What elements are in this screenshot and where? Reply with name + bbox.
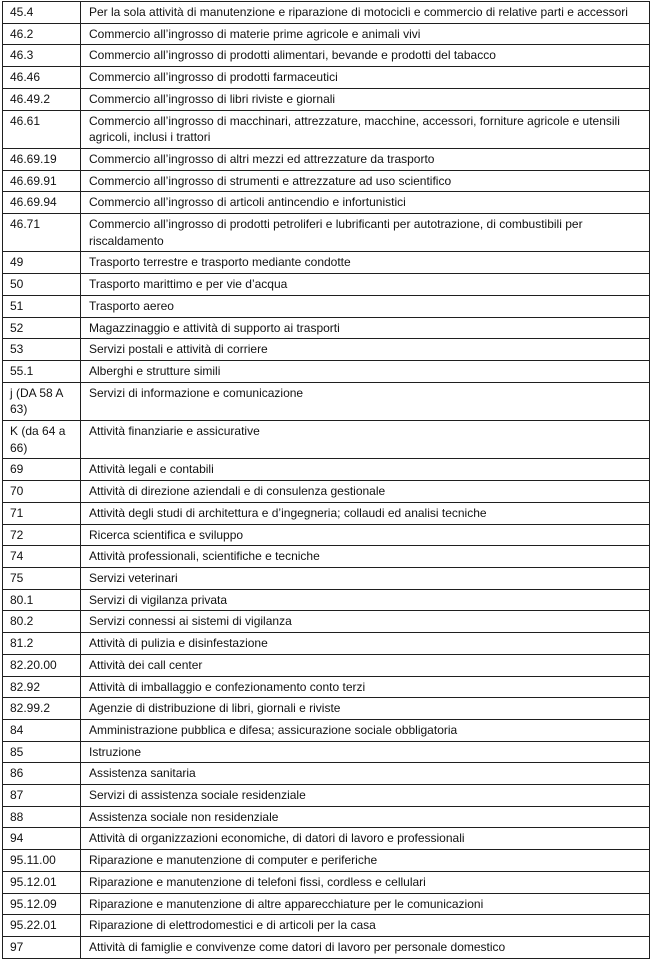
table-row	[3, 676, 650, 698]
code-cell: 51	[3, 295, 81, 317]
code-cell: 71	[3, 502, 81, 524]
activity-codes-table	[2, 1, 650, 959]
description-cell: Attività degli studi di architettura e d’ingegneria; collaudi ed analisi tecniche	[81, 502, 650, 524]
description-cell: Commercio all’ingrosso di materie prime agricole e animali vivi	[81, 23, 650, 45]
code-cell: 86	[3, 763, 81, 785]
description-cell: Attività professionali, scientifiche e tecniche	[81, 546, 650, 568]
code-cell: 46.71	[3, 214, 81, 252]
description-cell: Attività di organizzazioni economiche, di datori di lavoro e professionali	[81, 828, 650, 850]
table-row	[3, 67, 650, 89]
table-row	[3, 763, 650, 785]
table-row	[3, 421, 650, 459]
code-cell: 74	[3, 546, 81, 568]
description-cell: Agenzie di distribuzione di libri, giornali e riviste	[81, 698, 650, 720]
description-cell: Assistenza sociale non residenziale	[81, 806, 650, 828]
description-cell: Servizi connessi ai sistemi di vigilanza	[81, 611, 650, 633]
table-row	[3, 45, 650, 67]
table-row	[3, 192, 650, 214]
description-cell: Servizi postali e attività di corriere	[81, 339, 650, 361]
description-cell: Servizi di informazione e comunicazione	[81, 382, 650, 420]
table-row	[3, 274, 650, 296]
code-cell: 46.69.94	[3, 192, 81, 214]
code-cell: 94	[3, 828, 81, 850]
table-row	[3, 893, 650, 915]
code-cell: 87	[3, 785, 81, 807]
table-row	[3, 633, 650, 655]
table-row	[3, 611, 650, 633]
code-cell: 81.2	[3, 633, 81, 655]
table-row	[3, 317, 650, 339]
code-cell: 55.1	[3, 360, 81, 382]
description-cell: Attività finanziarie e assicurative	[81, 421, 650, 459]
description-cell: Servizi di vigilanza privata	[81, 589, 650, 611]
description-cell: Istruzione	[81, 741, 650, 763]
description-cell: Servizi veterinari	[81, 567, 650, 589]
code-cell: 52	[3, 317, 81, 339]
description-cell: Per la sola attività di manutenzione e riparazione di motocicli e commercio di relative parti e accessori	[81, 2, 650, 24]
code-cell: 49	[3, 252, 81, 274]
table-row	[3, 850, 650, 872]
table-row	[3, 110, 650, 148]
table-row	[3, 741, 650, 763]
code-cell: 50	[3, 274, 81, 296]
description-cell: Commercio all’ingrosso di macchinari, attrezzature, macchine, accessori, forniture agricole e utensili agricoli, inclusi i trattori	[81, 110, 650, 148]
table-row	[3, 23, 650, 45]
description-cell: Attività di famiglie e convivenze come datori di lavoro per personale domestico	[81, 936, 650, 958]
table-row	[3, 360, 650, 382]
code-cell: 46.69.91	[3, 170, 81, 192]
description-cell: Alberghi e strutture simili	[81, 360, 650, 382]
table-row	[3, 252, 650, 274]
table-row	[3, 871, 650, 893]
code-cell: 46.49.2	[3, 88, 81, 110]
description-cell: Assistenza sanitaria	[81, 763, 650, 785]
table-row	[3, 502, 650, 524]
description-cell: Attività dei call center	[81, 654, 650, 676]
code-cell: 88	[3, 806, 81, 828]
description-cell: Attività di pulizia e disinfestazione	[81, 633, 650, 655]
code-cell: 82.20.00	[3, 654, 81, 676]
table-row	[3, 148, 650, 170]
description-cell: Commercio all’ingrosso di prodotti farmaceutici	[81, 67, 650, 89]
table-row	[3, 88, 650, 110]
table-row	[3, 806, 650, 828]
table-row	[3, 589, 650, 611]
table-row	[3, 459, 650, 481]
table-row	[3, 481, 650, 503]
table-row	[3, 339, 650, 361]
code-cell: 84	[3, 719, 81, 741]
table-body	[3, 2, 650, 959]
code-cell: 46.2	[3, 23, 81, 45]
code-cell: 69	[3, 459, 81, 481]
code-cell: 82.92	[3, 676, 81, 698]
code-cell: 45.4	[3, 2, 81, 24]
code-cell: 70	[3, 481, 81, 503]
description-cell: Commercio all’ingrosso di strumenti e attrezzature ad uso scientifico	[81, 170, 650, 192]
code-cell: 85	[3, 741, 81, 763]
code-cell: 97	[3, 936, 81, 958]
description-cell: Servizi di assistenza sociale residenziale	[81, 785, 650, 807]
description-cell: Riparazione e manutenzione di telefoni fissi, cordless e cellulari	[81, 871, 650, 893]
table-row	[3, 654, 650, 676]
description-cell: Commercio all’ingrosso di articoli antincendio e infortunistici	[81, 192, 650, 214]
description-cell: Magazzinaggio e attività di supporto ai trasporti	[81, 317, 650, 339]
table-row	[3, 295, 650, 317]
code-cell: 46.69.19	[3, 148, 81, 170]
code-cell: 80.1	[3, 589, 81, 611]
table-row	[3, 546, 650, 568]
table-row	[3, 382, 650, 420]
code-cell: 95.11.00	[3, 850, 81, 872]
description-cell: Riparazione di elettrodomestici e di articoli per la casa	[81, 915, 650, 937]
code-cell: 82.99.2	[3, 698, 81, 720]
code-cell: 46.46	[3, 67, 81, 89]
table-row	[3, 170, 650, 192]
table-row	[3, 524, 650, 546]
table-row	[3, 698, 650, 720]
description-cell: Commercio all’ingrosso di prodotti petroliferi e lubrificanti per autotrazione, di combustibili per riscaldamento	[81, 214, 650, 252]
code-cell: j (DA 58 A 63)	[3, 382, 81, 420]
description-cell: Commercio all’ingrosso di altri mezzi ed attrezzature da trasporto	[81, 148, 650, 170]
code-cell: 95.12.09	[3, 893, 81, 915]
description-cell: Commercio all’ingrosso di prodotti alimentari, bevande e prodotti del tabacco	[81, 45, 650, 67]
table-row	[3, 936, 650, 958]
table-row	[3, 828, 650, 850]
description-cell: Trasporto aereo	[81, 295, 650, 317]
code-cell: 80.2	[3, 611, 81, 633]
table-row	[3, 567, 650, 589]
code-cell: 95.22.01	[3, 915, 81, 937]
code-cell: 75	[3, 567, 81, 589]
table-row	[3, 785, 650, 807]
description-cell: Amministrazione pubblica e difesa; assicurazione sociale obbligatoria	[81, 719, 650, 741]
table-row	[3, 2, 650, 24]
code-cell: 46.3	[3, 45, 81, 67]
description-cell: Riparazione e manutenzione di altre apparecchiature per le comunicazioni	[81, 893, 650, 915]
description-cell: Trasporto terrestre e trasporto mediante condotte	[81, 252, 650, 274]
table-row	[3, 214, 650, 252]
description-cell: Riparazione e manutenzione di computer e periferiche	[81, 850, 650, 872]
code-cell: 95.12.01	[3, 871, 81, 893]
description-cell: Commercio all’ingrosso di libri riviste e giornali	[81, 88, 650, 110]
table-row	[3, 915, 650, 937]
code-cell: 72	[3, 524, 81, 546]
description-cell: Ricerca scientifica e sviluppo	[81, 524, 650, 546]
code-cell: 46.61	[3, 110, 81, 148]
table-row	[3, 719, 650, 741]
description-cell: Trasporto marittimo e per vie d’acqua	[81, 274, 650, 296]
description-cell: Attività di direzione aziendali e di consulenza gestionale	[81, 481, 650, 503]
description-cell: Attività legali e contabili	[81, 459, 650, 481]
code-cell: 53	[3, 339, 81, 361]
description-cell: Attività di imballaggio e confezionamento conto terzi	[81, 676, 650, 698]
code-cell: K (da 64 a 66)	[3, 421, 81, 459]
